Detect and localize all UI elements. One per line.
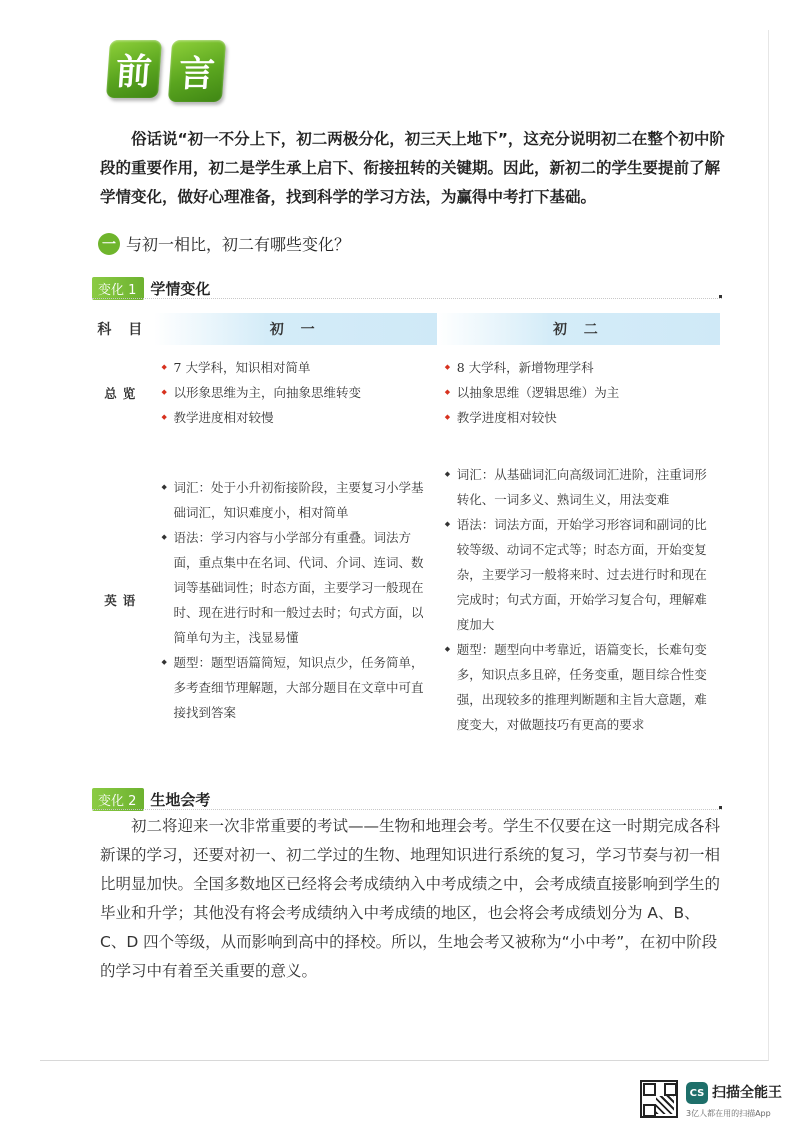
grade2-cell: [437, 345, 720, 448]
section-divider: [92, 297, 722, 299]
header-grade1: 初 一: [154, 313, 437, 345]
subject-cell: 英语: [104, 592, 142, 608]
table-header-row: [92, 313, 720, 345]
subject-cell: 总览: [104, 385, 142, 401]
list-item: ◆ 8 大学科，新增物理学科: [445, 355, 716, 380]
list-item: ◆ 教学进度相对较快: [445, 405, 716, 430]
section2-paragraph: 初二将迎来一次非常重要的考试——生物和地理会考。学生不仅要在这一时期完成各科新课的学习，还要对初一、初二学过的生物、地理知识进行系统的复习，学习节奏与初一相比明显加快。全国多数地区已经将会考成绩纳入中考成绩之中，会考成绩直接影响到学生的毕业和升学；其他没有将会考成绩纳入中考成绩的地区，也会将会考成绩划分为 A、B、C、D 四个等级，从而影响到高中的择校。所以，生地会考又被称为“小中考”，在初中阶段的学习中有着至关重要的意义。: [100, 817, 721, 980]
list-item: ◆ 题型：题型语篇简短，知识点少，任务简单，多考查细节理解题，大部分题目在文章中可直接找到答案: [162, 650, 433, 725]
section-tag: 变化 2: [92, 788, 144, 811]
list-item: ◆ 以形象思维为主，向抽象思维转变: [162, 380, 433, 405]
list-item: ◆ 以抽象思维（逻辑思维）为主: [445, 380, 716, 405]
intro-paragraph: 俗话说“初一不分上下，初二两极分化，初三天上地下”，这充分说明初二在整个初中阶段的重要作用，初二是学生承上启下、衔接扭转的关键期。因此，新初二的学生要提前了解学情变化，做好心理准备，找到科学的学习方法，为赢得中考打下基础。: [100, 130, 725, 206]
list-item: ◆ 教学进度相对较慢: [162, 405, 433, 430]
title-tile: 前: [106, 40, 162, 98]
grade2-cell: [437, 448, 720, 737]
scanner-app-name: 扫描全能王: [712, 1085, 782, 1101]
header-grade2: 初 二: [437, 313, 720, 345]
qr-finder: [643, 1104, 656, 1117]
list-item: ◆ 题型：题型向中考靠近，语篇变长，长难句变多，知识点多且碎，任务变重，题目综合性变强，出现较多的推理判断题和主旨大意题，难度变大，对做题技巧有更高的要求: [445, 637, 716, 737]
list-item: ◆ 语法：学习内容与小学部分有重叠。词法方面，重点集中在名词、代词、介词、连词、数词等基础词性；时态方面，主要学习一般现在时、现在进行时和一般过去时；句式方面，以简单句为主，浅显易懂: [162, 525, 433, 650]
list-item: ◆ 语法：词法方面，开始学习形容词和副词的比较等级、动词不定式等；时态方面，开始变复杂，主要学习一般将来时、过去进行时和现在完成时；句式方面，开始学习复合句，理解难度加大: [445, 512, 716, 637]
grade1-cell: [154, 345, 437, 448]
list-item: ◆ 词汇：处于小升初衔接阶段，主要复习小学基础词汇，知识难度小，相对简单: [162, 475, 433, 525]
section-divider: [92, 808, 722, 810]
question-heading: [98, 232, 350, 255]
section-tag: 变化 1: [92, 277, 144, 300]
list-item: ◆ 词汇：从基础词汇向高级词汇进阶，注重词形转化、一词多义、熟词生义，用法变难: [445, 462, 716, 512]
grade1-cell: [154, 448, 437, 737]
table-row: [92, 448, 720, 737]
qr-finder: [643, 1083, 656, 1096]
comparison-table: [92, 313, 720, 737]
header-subject: 科 目: [92, 313, 154, 345]
qr-pattern: [656, 1096, 674, 1114]
title-tile: 言: [168, 40, 226, 102]
qr-finder: [664, 1083, 677, 1096]
page-title: [108, 40, 224, 102]
list-item: ◆ 7 大学科，知识相对简单: [162, 355, 433, 380]
scanner-app-tagline: 3亿人都在用的扫描App: [686, 1109, 771, 1118]
section-title: 学情变化: [150, 280, 211, 298]
section-title: 生地会考: [150, 791, 211, 809]
table-row: [92, 345, 720, 448]
question-text: 与初一相比，初二有哪些变化？: [126, 235, 351, 254]
question-number-badge: 一: [98, 233, 120, 255]
camscanner-logo-icon: CS: [686, 1082, 708, 1104]
